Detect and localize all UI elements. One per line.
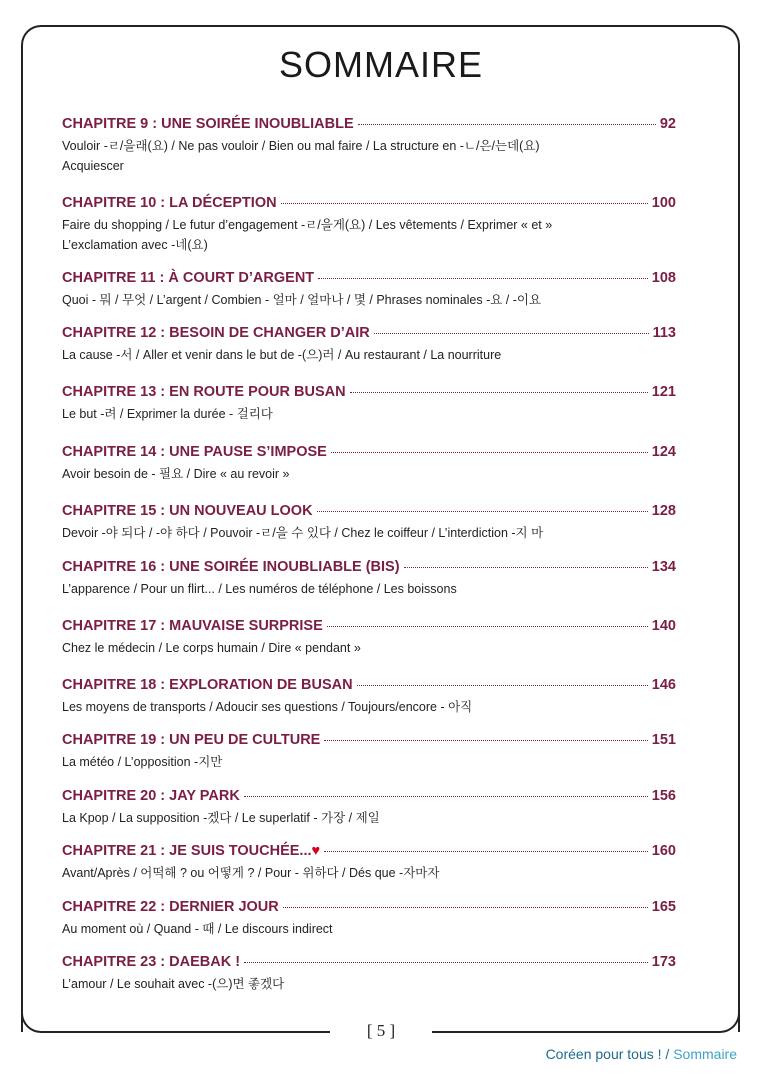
chapter-page: 165 — [651, 899, 676, 915]
toc-entry[interactable] — [62, 270, 676, 310]
chapter-description: Les moyens de transports / Adoucir ses questions / Toujours/encore - 아직 — [62, 700, 473, 714]
chapter-title: CHAPITRE 17 : MAUVAISE SURPRISE — [62, 618, 323, 634]
dot-leader — [244, 796, 648, 797]
page-title: SOMMAIRE — [278, 44, 483, 85]
chapter-title: CHAPITRE 18 : EXPLORATION DE BUSAN — [62, 677, 353, 693]
dot-leader — [357, 685, 648, 686]
toc-entry[interactable] — [62, 503, 676, 543]
chapter-description: Quoi - 뭐 / 무엇 / L’argent / Combien - 얼마 / 얼마나 / 몇 / Phrases nominales -요 / -이요 — [62, 293, 542, 307]
chapter-page: 92 — [659, 116, 676, 132]
footer-section: Sommaire — [673, 1046, 737, 1062]
toc-entry[interactable] — [62, 677, 676, 717]
chapter-page: 160 — [651, 843, 676, 859]
footer — [546, 1046, 737, 1062]
dot-leader — [327, 626, 648, 627]
toc-entry[interactable] — [62, 618, 676, 658]
dot-leader — [318, 278, 648, 279]
chapter-page: 146 — [651, 677, 676, 693]
chapter-page: 173 — [651, 954, 676, 970]
chapter-title: CHAPITRE 9 : UNE SOIRÉE INOUBLIABLE — [62, 116, 354, 132]
toc-entry[interactable] — [62, 116, 676, 176]
footer-brand: Coréen pour tous ! — [545, 1046, 662, 1062]
toc-entry[interactable] — [62, 788, 676, 828]
toc-entry[interactable] — [62, 843, 676, 883]
page-number: [ 5 ] — [366, 1021, 396, 1040]
chapter-title: CHAPITRE 11 : À COURT D’ARGENT — [62, 270, 315, 286]
chapter-description: Le but -려 / Exprimer la durée - 걸리다 — [62, 407, 273, 421]
toc-entry[interactable] — [62, 195, 676, 255]
chapter-title: CHAPITRE 22 : DERNIER JOUR — [62, 899, 279, 915]
chapter-description: Faire du shopping / Le futur d’engagement -ㄹ/을게(요) / Les vêtements / Exprimer « et » L’exclamation avec -네(요) — [62, 218, 553, 252]
dot-leader — [350, 392, 648, 393]
chapter-description: Au moment où / Quand - 때 / Le discours indirect — [62, 922, 333, 936]
chapter-title: CHAPITRE 23 : DAEBAK ! — [62, 954, 241, 970]
chapter-page: 151 — [651, 732, 676, 748]
chapter-description: La météo / L’opposition -지만 — [62, 755, 223, 769]
page-number-box — [330, 1018, 432, 1044]
chapter-description: La cause -서 / Aller et venir dans le but de -(으)러 / Au restaurant / La nourriture — [62, 348, 502, 362]
chapter-description: La Kpop / La supposition -겠다 / Le superlatif - 가장 / 제일 — [62, 811, 380, 825]
dot-leader — [331, 452, 648, 453]
chapter-description: L’amour / Le souhait avec -(으)면 좋겠다 — [62, 977, 285, 991]
chapter-page: 134 — [651, 559, 676, 575]
footer-separator: / — [661, 1046, 674, 1062]
chapter-description: Avant/Après / 어떡해 ? ou 어떻게 ? / Pour - 위하다 / Dés que -자마자 — [62, 866, 440, 880]
chapter-description: Avoir besoin de - 필요 / Dire « au revoir » — [62, 467, 290, 481]
toc-entry[interactable] — [62, 732, 676, 772]
toc-entry[interactable] — [62, 325, 676, 365]
chapter-title: CHAPITRE 10 : LA DÉCEPTION — [62, 195, 277, 211]
dot-leader — [244, 962, 648, 963]
chapter-description: Devoir -야 되다 / -야 하다 / Pouvoir -ㄹ/을 수 있다 / Chez le coiffeur / L’interdiction -지 마 — [62, 526, 544, 540]
toc-entry[interactable] — [62, 444, 676, 484]
toc-entry[interactable] — [62, 899, 676, 939]
chapter-title: CHAPITRE 19 : UN PEU DE CULTURE — [62, 732, 321, 748]
dot-leader — [324, 740, 647, 741]
chapter-title: CHAPITRE 16 : UNE SOIRÉE INOUBLIABLE (BIS) — [62, 559, 400, 575]
dot-leader — [283, 907, 648, 908]
dot-leader — [404, 567, 648, 568]
chapter-title: CHAPITRE 21 : JE SUIS TOUCHÉE... — [62, 843, 312, 859]
toc-entry[interactable] — [62, 384, 676, 424]
heart-icon: ♥ — [311, 843, 321, 859]
chapter-title: CHAPITRE 13 : EN ROUTE POUR BUSAN — [62, 384, 346, 400]
chapter-title: CHAPITRE 20 : JAY PARK — [62, 788, 240, 804]
dot-leader — [324, 851, 648, 852]
chapter-page: 124 — [651, 444, 676, 460]
dot-leader — [317, 511, 648, 512]
chapter-page: 128 — [651, 503, 676, 519]
chapter-description: L’apparence / Pour un flirt... / Les numéros de téléphone / Les boissons — [62, 582, 457, 596]
dot-leader — [358, 124, 656, 125]
toc-entry[interactable] — [62, 954, 676, 994]
chapter-page: 100 — [651, 195, 676, 211]
chapter-description: Chez le médecin / Le corps humain / Dire « pendant » — [62, 641, 361, 655]
chapter-title: CHAPITRE 12 : BESOIN DE CHANGER D’AIR — [62, 325, 370, 341]
dot-leader — [374, 333, 649, 334]
chapter-page: 156 — [651, 788, 676, 804]
toc-entry[interactable] — [62, 559, 676, 599]
chapter-page: 108 — [651, 270, 676, 286]
chapter-page: 113 — [652, 325, 676, 341]
chapter-title: CHAPITRE 15 : UN NOUVEAU LOOK — [62, 503, 313, 519]
chapter-page: 140 — [651, 618, 676, 634]
chapter-page: 121 — [651, 384, 676, 400]
chapter-title: CHAPITRE 14 : UNE PAUSE S’IMPOSE — [62, 444, 327, 460]
chapter-description: Vouloir -ㄹ/을래(요) / Ne pas vouloir / Bien ou mal faire / La structure en -ㄴ/은/는데(요) Acquiescer — [62, 139, 540, 173]
dot-leader — [281, 203, 648, 204]
